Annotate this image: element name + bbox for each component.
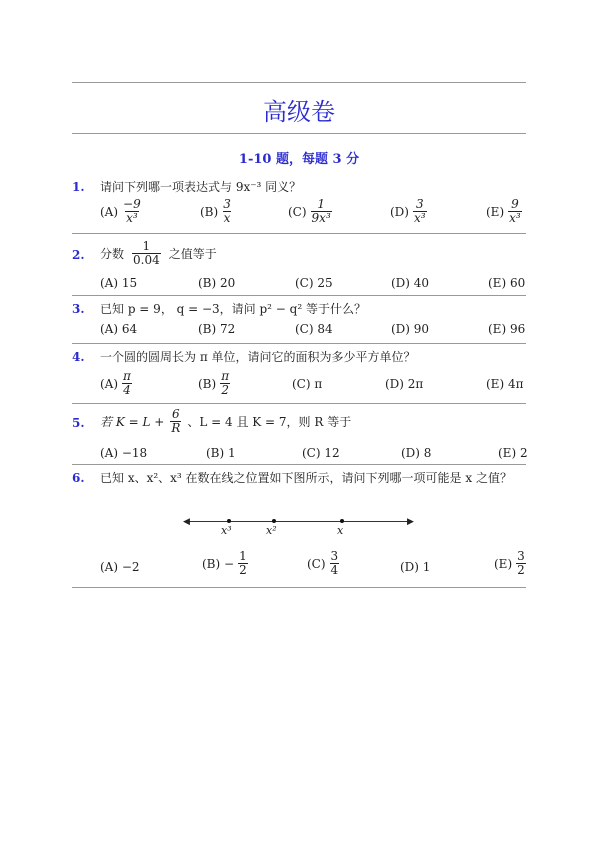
question-number: 6.: [72, 471, 85, 485]
option-e[interactable]: (E) 96: [488, 322, 526, 336]
option-e[interactable]: (E) 60: [488, 276, 526, 290]
divider: [72, 233, 526, 234]
point-marker: [272, 519, 276, 523]
option-a[interactable]: (A) −18: [100, 446, 148, 460]
question-text: 若 K = L +: [100, 414, 165, 429]
option-c[interactable]: (C) $\frac{1}{\text{9x³}}$: [288, 197, 331, 225]
question-text: 一个圆的圆周长为 π 单位，请问它的面积为多少平方单位？: [100, 350, 416, 364]
option-b[interactable]: (B) 20: [198, 276, 236, 290]
question-number: 2.: [72, 248, 85, 262]
page-title: 高级卷: [263, 98, 335, 126]
option-c[interactable]: (C) 84: [295, 322, 333, 336]
option-b[interactable]: (B) $\frac{3}{x}$: [200, 197, 231, 225]
question-text: 已知 p = 9， q = −3，请问 p² − q² 等于什么？: [100, 302, 366, 316]
divider: [72, 464, 526, 465]
option-d[interactable]: (D) $\frac{3}{\text{x³}}$: [390, 197, 426, 225]
question-number: 1.: [72, 180, 85, 194]
option-c[interactable]: (C) 25: [295, 276, 333, 290]
title-rule: [72, 133, 526, 134]
option-e[interactable]: (E) 4π: [486, 377, 524, 391]
option-b[interactable]: (B) − $\frac{1}{2}$: [202, 549, 247, 577]
question-number: 5.: [72, 416, 85, 430]
option-c[interactable]: (C) π: [292, 377, 323, 391]
top-rule: [72, 82, 526, 83]
option-a[interactable]: (A) 15: [100, 276, 138, 290]
number-line: [186, 521, 412, 522]
question-number: 3.: [72, 302, 85, 316]
option-e[interactable]: (E) $\frac{3}{2}$: [494, 549, 525, 577]
point-marker: [227, 519, 231, 523]
arrow-right-icon: ▶: [407, 517, 414, 527]
divider: [72, 403, 526, 404]
option-a[interactable]: (A) $\frac{-9}{\text{x³}}$: [100, 197, 141, 225]
option-a[interactable]: (A) $\frac{\pi}{4}$: [100, 369, 131, 397]
option-d[interactable]: (D) 1: [400, 560, 431, 574]
divider: [72, 295, 526, 296]
option-b[interactable]: (B) $\frac{\pi}{2}$: [198, 369, 230, 397]
number-line-label: x²: [266, 524, 277, 537]
question-number: 4.: [72, 350, 85, 364]
option-a[interactable]: (A) −2: [100, 560, 140, 574]
option-d[interactable]: (D) 40: [391, 276, 430, 290]
section-heading: 1-10 题，每题 3 分: [238, 152, 360, 167]
option-c[interactable]: (C) 12: [302, 446, 340, 460]
number-line-label: x: [337, 524, 344, 537]
question-text: 已知 x、x²、x³ 在数在线之位置如下图所示，请问下列哪一项可能是 x 之值？: [100, 471, 512, 485]
option-e[interactable]: (E) $\frac{9}{\text{x³}}$: [486, 197, 521, 225]
number-line-label: x³: [221, 524, 232, 537]
option-e[interactable]: (E) 2: [498, 446, 528, 460]
question-text: 请问下列哪一项表达式与 9x⁻³ 同义？: [100, 180, 302, 194]
point-marker: [340, 519, 344, 523]
divider: [72, 343, 526, 344]
option-d[interactable]: (D) 8: [401, 446, 432, 460]
option-a[interactable]: (A) 64: [100, 322, 138, 336]
option-b[interactable]: (B) 72: [198, 322, 236, 336]
option-b[interactable]: (B) 1: [206, 446, 236, 460]
option-c[interactable]: (C) $\frac{3}{4}$: [307, 549, 339, 577]
bottom-rule: [72, 587, 526, 588]
question-text: 分数: [100, 246, 125, 261]
option-d[interactable]: (D) 90: [391, 322, 430, 336]
arrow-left-icon: ◀: [183, 517, 190, 527]
option-d[interactable]: (D) 2π: [385, 377, 424, 391]
